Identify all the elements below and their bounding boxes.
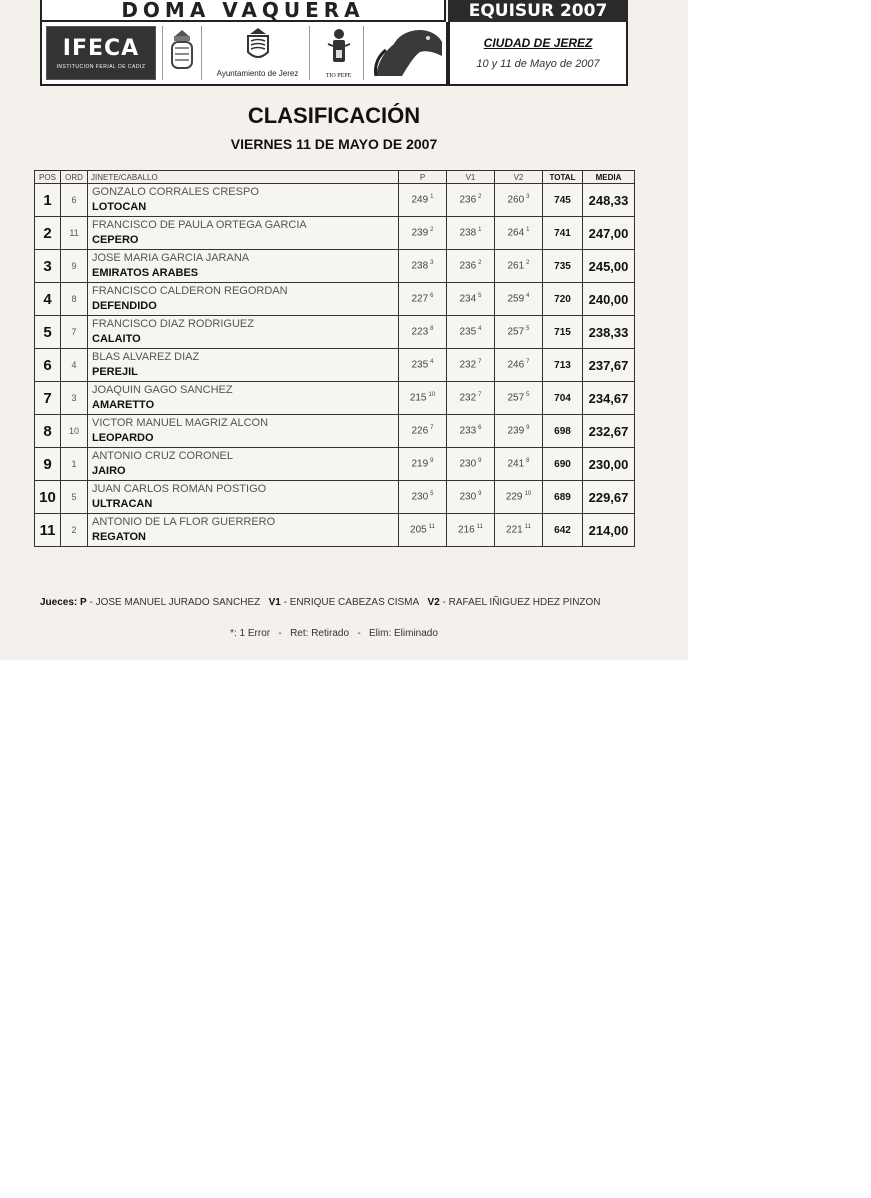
p-rank: 6 <box>430 293 434 300</box>
horse-name: JAIRO <box>92 465 126 477</box>
cell-v2 <box>495 217 543 250</box>
cell-v2 <box>495 382 543 415</box>
cell-total: 689 <box>543 481 583 514</box>
cell-v1 <box>447 514 495 547</box>
page-title: CLASIFICACIÓN <box>247 103 421 128</box>
header-v2: V2 <box>495 171 543 184</box>
cell-rider-horse <box>88 316 399 349</box>
cell-rider-horse <box>88 448 399 481</box>
v1-score: 230 <box>459 491 477 503</box>
table-row <box>35 514 635 547</box>
v1-rank: 9 <box>478 458 482 465</box>
v2-score: 221 <box>506 524 523 536</box>
cell-v1 <box>447 250 495 283</box>
cell-total: 698 <box>543 415 583 448</box>
cell-total: 715 <box>543 316 583 349</box>
cell-ord: 2 <box>61 514 88 547</box>
v2-rank: 1 <box>526 227 530 234</box>
cell-rider-horse <box>88 184 399 217</box>
p-rank: 4 <box>430 359 434 366</box>
cell-ord: 5 <box>61 481 88 514</box>
header-pos: POS <box>35 171 61 184</box>
cell-v2 <box>495 316 543 349</box>
cell-rider-horse <box>88 481 399 514</box>
city-name: CIUDAD DE JEREZ <box>483 36 593 50</box>
p-score: 230 <box>411 491 429 503</box>
header-name: JINETE/CABALLO <box>88 171 399 184</box>
cell-ord: 9 <box>61 250 88 283</box>
v1-score: 216 <box>458 524 475 536</box>
v1-rank: 6 <box>478 425 482 432</box>
cell-v2 <box>495 448 543 481</box>
cell-v1 <box>447 283 495 316</box>
p-score: 227 <box>411 293 429 305</box>
horse-head-icon <box>368 26 446 80</box>
header-ord: ORD <box>61 171 88 184</box>
cell-pos: 4 <box>35 283 61 316</box>
cell-total: 642 <box>543 514 583 547</box>
cell-v1 <box>447 382 495 415</box>
cell-pos: 2 <box>35 217 61 250</box>
cell-rider-horse <box>88 217 399 250</box>
rider-name: GONZALO CORRALES CRESPO <box>92 186 259 198</box>
cell-v1 <box>447 316 495 349</box>
results-table <box>34 170 635 547</box>
cell-v2 <box>495 250 543 283</box>
rider-name: ANTONIO CRUZ CORONEL <box>92 450 233 462</box>
cell-v2 <box>495 184 543 217</box>
cell-ord: 7 <box>61 316 88 349</box>
v1-rank: 2 <box>478 194 482 201</box>
v1-score: 238 <box>459 227 477 239</box>
cell-v2 <box>495 283 543 316</box>
v2-score: 260 <box>507 194 525 206</box>
p-rank: 10 <box>428 392 436 399</box>
cell-pos: 11 <box>35 514 61 547</box>
horse-name: LOTOCAN <box>92 201 147 213</box>
rider-name: BLAS ALVAREZ DIAZ <box>92 351 200 363</box>
table-row <box>35 217 635 250</box>
v2-rank: 2 <box>526 260 530 267</box>
horse-name: EMIRATOS ARABES <box>92 267 199 279</box>
p-rank: 5 <box>430 491 434 498</box>
cell-media: 247,00 <box>583 217 635 250</box>
event-dates: 10 y 11 de Mayo de 2007 <box>476 58 600 70</box>
rider-name: ANTONIO DE LA FLOR GUERRERO <box>92 516 276 528</box>
cell-media: 237,67 <box>583 349 635 382</box>
p-score: 223 <box>411 326 429 338</box>
cell-p <box>399 316 447 349</box>
v2-score: 229 <box>505 491 523 503</box>
v1-score: 232 <box>459 392 477 404</box>
cell-p <box>399 283 447 316</box>
rider-name: FRANCISCO CALDERON REGORDAN <box>92 285 288 297</box>
p-rank: 1 <box>430 194 434 201</box>
cell-v1 <box>447 217 495 250</box>
judge-v1-name: - ENRIQUE CABEZAS CISMA <box>283 597 420 608</box>
cell-v1 <box>447 184 495 217</box>
cell-p <box>399 382 447 415</box>
cell-rider-horse <box>88 415 399 448</box>
judge-v1-label: V1 <box>268 597 281 608</box>
cell-total: 690 <box>543 448 583 481</box>
cell-pos: 5 <box>35 316 61 349</box>
rider-name: JOSE MARIA GARCIA JARANA <box>92 252 250 264</box>
v2-rank: 4 <box>526 293 530 300</box>
v1-rank: 5 <box>478 293 482 300</box>
v2-score: 259 <box>507 293 525 305</box>
cell-v2 <box>495 415 543 448</box>
p-rank: 8 <box>430 326 434 333</box>
cell-pos: 10 <box>35 481 61 514</box>
v1-score: 232 <box>459 359 477 371</box>
v1-score: 236 <box>459 260 477 272</box>
scanned-document <box>0 0 688 660</box>
event-brand: EQUISUR 2007 <box>448 0 628 22</box>
v1-score: 233 <box>459 425 477 437</box>
judge-v2-label: V2 <box>427 597 440 608</box>
v2-score: 246 <box>507 359 525 371</box>
v2-rank: 10 <box>524 491 532 498</box>
ayuntamiento-caption: Ayuntamiento de Jerez <box>216 69 299 78</box>
p-score: 239 <box>411 227 429 239</box>
p-rank: 11 <box>428 524 435 531</box>
v2-score: 239 <box>507 425 525 437</box>
cell-v1 <box>447 349 495 382</box>
judges-line <box>40 597 601 608</box>
p-score: 226 <box>411 425 429 437</box>
v2-rank: 3 <box>526 194 530 201</box>
ifeca-logo <box>46 26 156 80</box>
horse-name: AMARETTO <box>92 399 155 411</box>
v1-rank: 9 <box>478 491 482 498</box>
cell-pos: 1 <box>35 184 61 217</box>
cell-p <box>399 250 447 283</box>
p-rank: 7 <box>430 425 434 432</box>
ifeca-logo-subtext: INSTITUCION FERIAL DE CADIZ <box>56 64 146 70</box>
v1-score: 236 <box>459 194 477 206</box>
horse-name: PEREJIL <box>92 366 138 378</box>
v2-rank: 7 <box>526 359 530 366</box>
cell-media: 238,33 <box>583 316 635 349</box>
header-media: MEDIA <box>583 171 635 184</box>
cell-total: 704 <box>543 382 583 415</box>
cell-v1 <box>447 415 495 448</box>
p-score: 249 <box>411 194 429 206</box>
cell-v1 <box>447 481 495 514</box>
cell-total: 735 <box>543 250 583 283</box>
cell-ord: 6 <box>61 184 88 217</box>
cell-ord: 1 <box>61 448 88 481</box>
p-rank: 9 <box>430 458 434 465</box>
rider-name: FRANCISCO DIAZ RODRIGUEZ <box>92 318 254 330</box>
header-p: P <box>399 171 447 184</box>
v2-score: 264 <box>507 227 525 239</box>
rider-name: JUAN CARLOS ROMAN POSTIGO <box>92 483 267 495</box>
horse-name: ULTRACAN <box>92 498 153 510</box>
sponsor-logos <box>40 22 448 86</box>
cell-p <box>399 349 447 382</box>
cell-media: 245,00 <box>583 250 635 283</box>
p-score: 235 <box>411 359 429 371</box>
city-box <box>448 22 628 86</box>
tiopepe-caption: TIO PEPE <box>325 73 352 79</box>
rider-name: JOAQUIN GAGO SANCHEZ <box>92 384 233 396</box>
cell-total: 741 <box>543 217 583 250</box>
v1-score: 230 <box>459 458 477 470</box>
v2-score: 257 <box>507 392 525 404</box>
cell-media: 229,67 <box>583 481 635 514</box>
cell-rider-horse <box>88 382 399 415</box>
v2-score: 261 <box>507 260 525 272</box>
table-row <box>35 316 635 349</box>
cell-total: 720 <box>543 283 583 316</box>
p-score: 219 <box>411 458 429 470</box>
legend-note: *: 1 Error - Ret: Retirado - Elim: Eliminado <box>230 628 438 639</box>
cell-p <box>399 514 447 547</box>
cell-media: 234,67 <box>583 382 635 415</box>
judge-p-label: P <box>80 597 87 608</box>
cell-pos: 6 <box>35 349 61 382</box>
table-header-row <box>35 171 635 184</box>
v1-rank: 7 <box>478 392 482 399</box>
cell-rider-horse <box>88 250 399 283</box>
cell-pos: 8 <box>35 415 61 448</box>
cell-rider-horse <box>88 349 399 382</box>
cell-rider-horse <box>88 283 399 316</box>
cell-media: 232,67 <box>583 415 635 448</box>
v1-rank: 7 <box>478 359 482 366</box>
judge-p-name: - JOSE MANUEL JURADO SANCHEZ <box>89 597 261 608</box>
cell-rider-horse <box>88 514 399 547</box>
cell-total: 745 <box>543 184 583 217</box>
cell-pos: 3 <box>35 250 61 283</box>
cell-ord: 3 <box>61 382 88 415</box>
cell-ord: 8 <box>61 283 88 316</box>
v2-rank: 5 <box>526 392 530 399</box>
cell-p <box>399 448 447 481</box>
horse-name: CEPERO <box>92 234 139 246</box>
table-row <box>35 184 635 217</box>
cell-pos: 9 <box>35 448 61 481</box>
cell-total: 713 <box>543 349 583 382</box>
p-score: 238 <box>411 260 429 272</box>
cell-p <box>399 184 447 217</box>
table-row <box>35 415 635 448</box>
horse-name: DEFENDIDO <box>92 300 157 312</box>
p-rank: 3 <box>430 260 434 267</box>
table-row <box>35 349 635 382</box>
horse-name: REGATON <box>92 531 146 543</box>
event-title-bar <box>40 0 446 22</box>
cell-pos: 7 <box>35 382 61 415</box>
page-subtitle: VIERNES 11 DE MAYO DE 2007 <box>230 136 438 152</box>
table-row <box>35 250 635 283</box>
cell-ord: 4 <box>61 349 88 382</box>
v1-rank: 1 <box>478 227 482 234</box>
judges-label: Jueces: <box>40 597 78 608</box>
v1-rank: 2 <box>478 260 482 267</box>
cell-v1 <box>447 448 495 481</box>
header-v1: V1 <box>447 171 495 184</box>
cell-v2 <box>495 514 543 547</box>
cell-media: 248,33 <box>583 184 635 217</box>
p-score: 205 <box>410 524 427 536</box>
cell-ord: 10 <box>61 415 88 448</box>
cell-ord: 11 <box>61 217 88 250</box>
v2-score: 257 <box>507 326 525 338</box>
table-row <box>35 382 635 415</box>
tiopepe-logo <box>314 26 364 80</box>
event-title: DOMA VAQUERA <box>121 0 365 22</box>
header-total: TOTAL <box>543 171 583 184</box>
judge-v2-name: - RAFAEL IÑIGUEZ HDEZ PINZON <box>442 597 601 608</box>
cadiz-crest-icon <box>162 26 202 80</box>
cell-media: 230,00 <box>583 448 635 481</box>
p-score: 215 <box>409 392 427 404</box>
table-row <box>35 283 635 316</box>
v1-score: 235 <box>459 326 477 338</box>
cell-p <box>399 481 447 514</box>
table-row <box>35 481 635 514</box>
cell-p <box>399 415 447 448</box>
v2-rank: 8 <box>526 458 530 465</box>
v2-score: 241 <box>507 458 525 470</box>
v1-score: 234 <box>459 293 477 305</box>
cell-media: 214,00 <box>583 514 635 547</box>
v2-rank: 5 <box>526 326 530 333</box>
ayuntamiento-jerez-logo <box>206 26 310 80</box>
cell-p <box>399 217 447 250</box>
v1-rank: 4 <box>478 326 482 333</box>
rider-name: VICTOR MANUEL MAGRIZ ALCON <box>92 417 269 429</box>
rider-name: FRANCISCO DE PAULA ORTEGA GARCIA <box>92 219 307 231</box>
v1-rank: 11 <box>476 524 483 531</box>
ifeca-logo-text: IFECA <box>62 36 140 61</box>
cell-media: 240,00 <box>583 283 635 316</box>
horse-name: CALAITO <box>92 333 141 345</box>
v2-rank: 11 <box>524 524 531 531</box>
horse-name: LEOPARDO <box>92 432 154 444</box>
table-row <box>35 448 635 481</box>
v2-rank: 9 <box>526 425 530 432</box>
p-rank: 2 <box>430 227 434 234</box>
cell-v2 <box>495 349 543 382</box>
cell-v2 <box>495 481 543 514</box>
